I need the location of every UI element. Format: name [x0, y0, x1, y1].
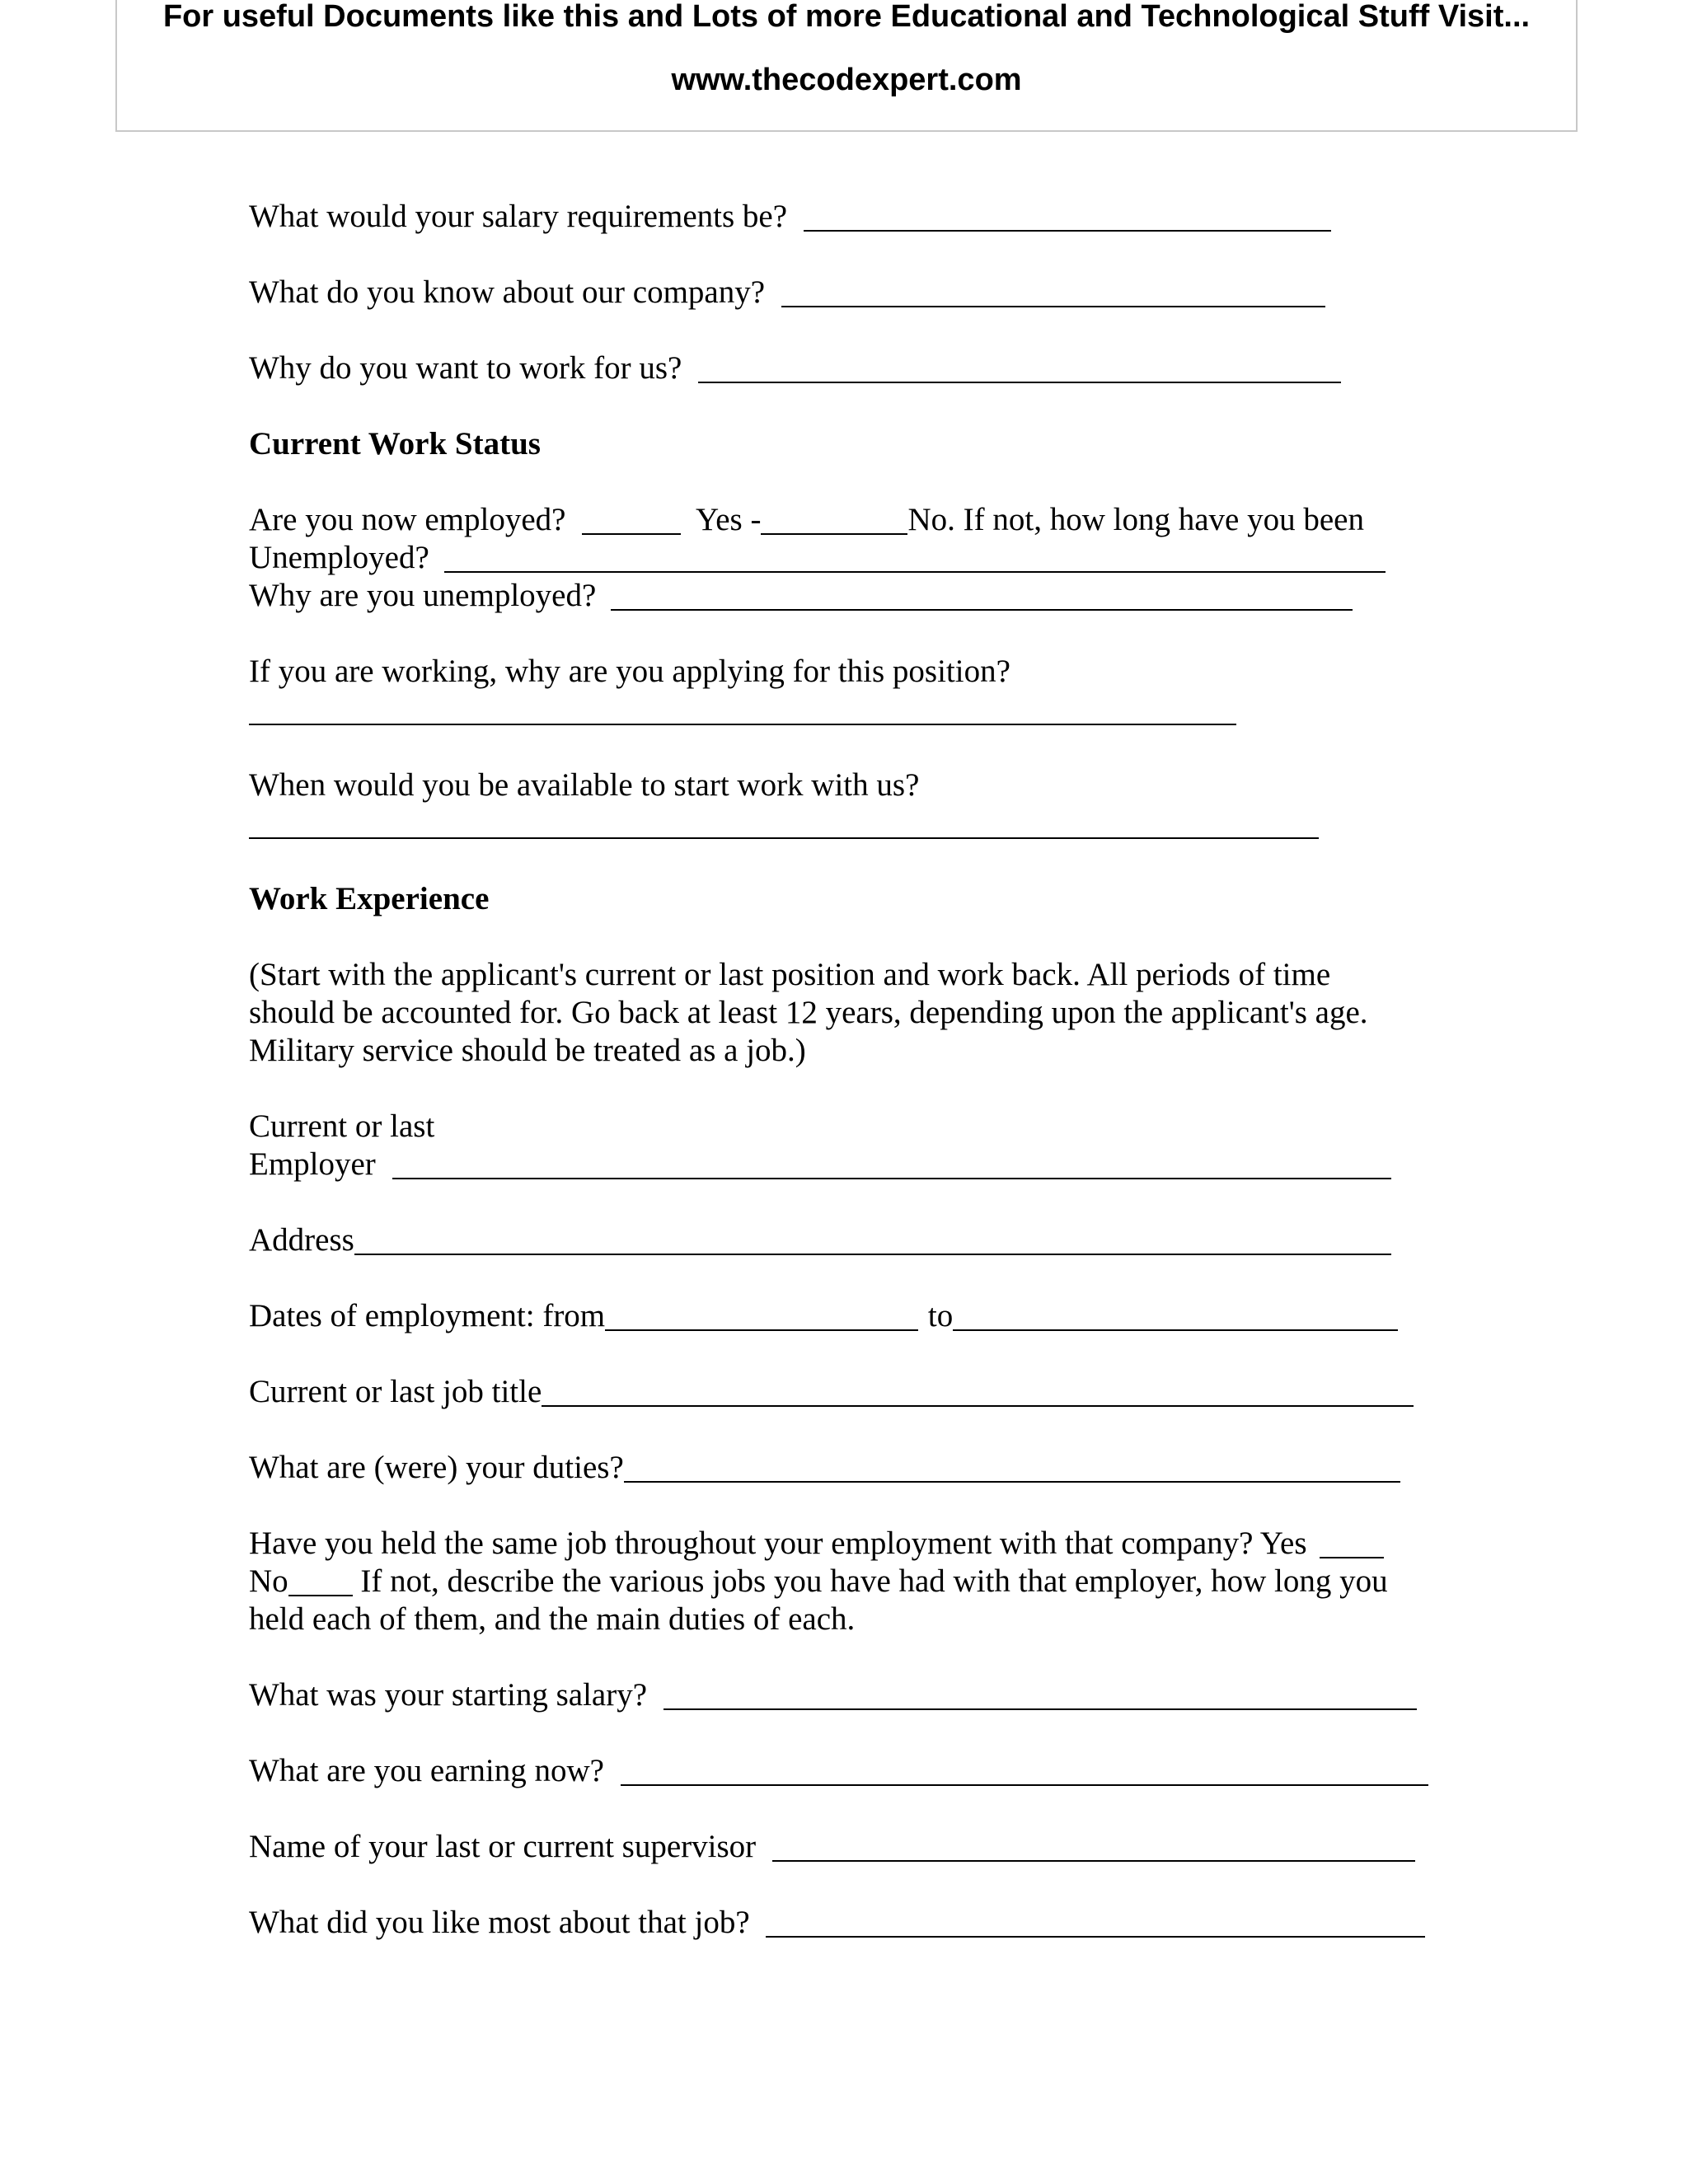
same-job-yes-blank[interactable]	[1320, 1529, 1384, 1558]
answer-line-why-applying[interactable]	[249, 724, 1236, 725]
answer-blank[interactable]	[621, 1756, 1428, 1786]
date-to-blank[interactable]	[953, 1301, 1398, 1331]
question-earning-now	[249, 1752, 1428, 1790]
question-why-unemployed	[249, 577, 1353, 615]
instructions-line: (Start with the applicant's current or last position and work back. All periods of time	[249, 957, 1331, 992]
question-know-company	[249, 274, 1325, 312]
question-same-job	[249, 1525, 1384, 1563]
question-available-start: When would you be available to start work with us?	[249, 767, 920, 803]
promo-url: www.thecodexpert.com	[671, 63, 1022, 97]
answer-line-available-start[interactable]	[249, 837, 1319, 839]
question-same-job-line3: held each of them, and the main duties of each.	[249, 1601, 856, 1637]
question-label: What did you like most about that job?	[249, 1905, 750, 1940]
employed-no-blank[interactable]	[761, 505, 907, 535]
answer-blank[interactable]	[624, 1453, 1400, 1483]
answer-blank[interactable]	[542, 1377, 1414, 1407]
question-label: Dates of employment: from	[249, 1298, 606, 1333]
employed-yes-blank[interactable]	[582, 505, 681, 535]
yes-label: Yes -	[695, 502, 762, 537]
question-label: If not, describe the various jobs you have had with that employer, how long you	[360, 1563, 1388, 1599]
question-label: What would your salary requirements be?	[249, 199, 788, 234]
question-label: What are you earning now?	[249, 1753, 604, 1788]
answer-blank[interactable]	[354, 1226, 1391, 1255]
answer-blank[interactable]	[772, 1832, 1415, 1862]
question-label: What are (were) your duties?	[249, 1450, 624, 1485]
no-label: No. If not, how long have you been	[907, 502, 1364, 537]
date-from-blank[interactable]	[605, 1301, 918, 1331]
question-employed	[249, 501, 1364, 539]
section-heading-current-work-status: Current Work Status	[249, 426, 541, 462]
answer-blank[interactable]	[781, 278, 1325, 307]
section-heading-work-experience: Work Experience	[249, 881, 490, 916]
question-label: Name of your last or current supervisor	[249, 1829, 757, 1864]
question-label: Are you now employed?	[249, 502, 566, 537]
question-salary-requirements	[249, 198, 1331, 236]
no-label: No	[249, 1563, 288, 1599]
answer-blank[interactable]	[804, 202, 1331, 232]
question-label: Employer	[249, 1146, 376, 1182]
promo-text: For useful Documents like this and Lots of more Educational and Technological Stuff Visit...	[162, 0, 1531, 34]
question-employer	[249, 1146, 1391, 1183]
question-starting-salary	[249, 1676, 1417, 1714]
answer-blank[interactable]	[444, 543, 1386, 573]
answer-blank[interactable]	[766, 1908, 1425, 1938]
question-label: Address	[249, 1222, 354, 1258]
instructions-line: Military service should be treated as a job.)	[249, 1033, 806, 1068]
question-label: Unemployed?	[249, 540, 429, 575]
question-label: What do you know about our company?	[249, 274, 766, 310]
question-unemployed-duration	[249, 539, 1386, 577]
answer-blank[interactable]	[698, 354, 1341, 383]
question-label: Have you held the same job throughout your employment with that company? Yes	[249, 1526, 1307, 1561]
to-label: to	[927, 1298, 954, 1333]
question-dates-of-employment	[249, 1297, 1398, 1335]
question-label: What was your starting salary?	[249, 1677, 648, 1713]
question-supervisor	[249, 1828, 1415, 1866]
promo-banner	[115, 0, 1578, 132]
same-job-no-blank[interactable]	[288, 1567, 353, 1596]
answer-blank[interactable]	[392, 1150, 1391, 1179]
question-duties	[249, 1449, 1400, 1487]
instructions-line: should be accounted for. Go back at least 12 years, depending upon the applicant's age.	[249, 995, 1368, 1030]
question-job-title	[249, 1373, 1414, 1411]
question-label: Current or last job title	[249, 1374, 542, 1409]
question-same-job-line2	[249, 1563, 1388, 1601]
answer-blank[interactable]	[663, 1680, 1417, 1710]
question-label: Why are you unemployed?	[249, 578, 597, 613]
answer-blank[interactable]	[611, 581, 1353, 611]
question-liked-most	[249, 1904, 1425, 1942]
question-why-work-for-us	[249, 349, 1341, 387]
question-address	[249, 1221, 1391, 1259]
employer-label-line1: Current or last	[249, 1108, 435, 1144]
question-label: Why do you want to work for us?	[249, 350, 682, 386]
question-why-applying: If you are working, why are you applying for this position?	[249, 654, 1010, 689]
